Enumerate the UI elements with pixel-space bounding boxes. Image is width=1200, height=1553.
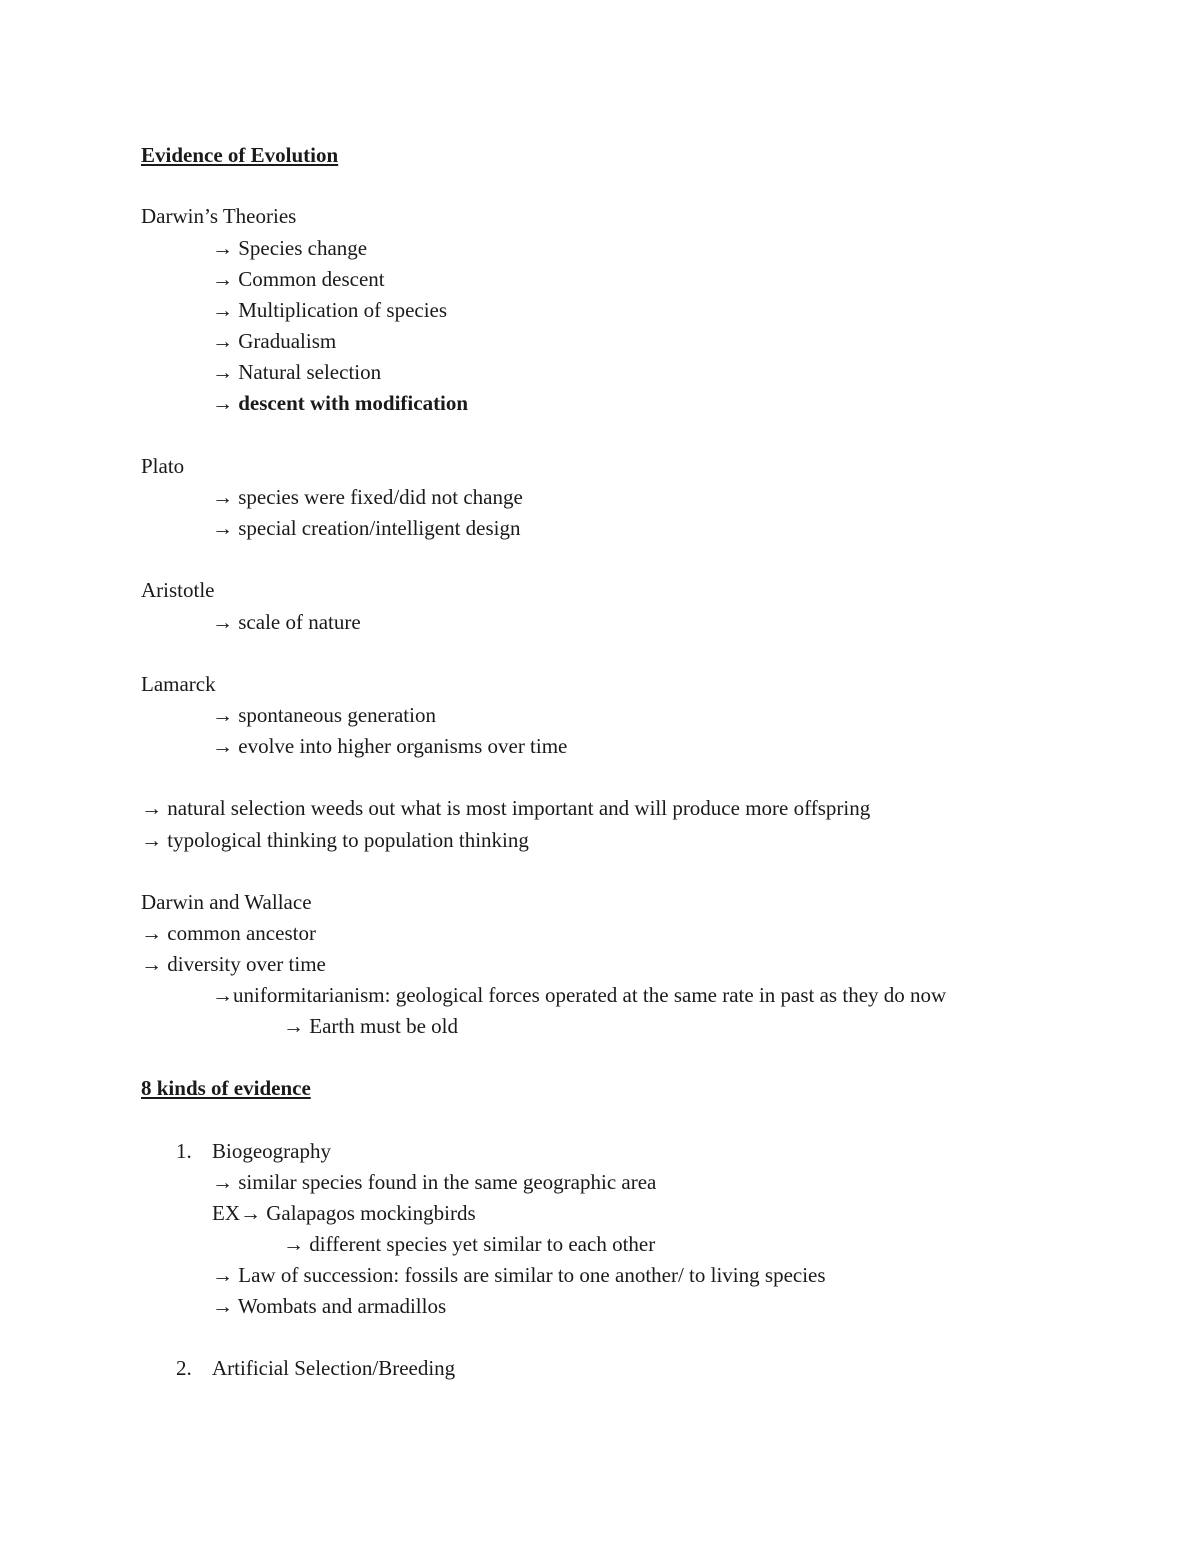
bullet-line: → Species change: [212, 236, 368, 260]
section-heading-lamarck: Lamarck: [141, 672, 216, 696]
bullet-line: → Law of succession: fossils are similar to one another/ to living species: [212, 1263, 826, 1287]
list-number: 2.: [176, 1356, 192, 1380]
bullet-line: → Natural selection: [212, 360, 382, 384]
section-heading-darwin-wallace: Darwin and Wallace: [141, 890, 312, 914]
bullet-line: → Gradualism: [212, 329, 337, 353]
bullet-line: → natural selection weeds out what is most important and will produce more offspring: [141, 796, 871, 820]
bullet-line: → similar species found in the same geographic area: [212, 1170, 657, 1194]
bullet-line: → different species yet similar to each other: [283, 1232, 656, 1256]
bullet-line: → diversity over time: [141, 952, 326, 976]
bullet-line: → Earth must be old: [283, 1014, 458, 1038]
section-heading-darwin: Darwin’s Theories: [141, 204, 297, 228]
bullet-line: → Multiplication of species: [212, 298, 448, 322]
bullet-line: → common ancestor: [141, 921, 316, 945]
bullet-line: → typological thinking to population thinking: [141, 828, 529, 852]
section-heading-plato: Plato: [141, 454, 185, 478]
bullet-line: EX→ Galapagos mockingbirds: [212, 1201, 476, 1225]
bullet-line: → spontaneous generation: [212, 703, 436, 727]
list-number: 1.: [176, 1139, 192, 1163]
list-item-label: Biogeography: [212, 1139, 331, 1163]
bullet-line: → scale of nature: [212, 610, 361, 634]
bullet-line: → Common descent: [212, 267, 385, 291]
bullet-line: → special creation/intelligent design: [212, 516, 521, 540]
list-item-label: Artificial Selection/Breeding: [212, 1356, 456, 1380]
bullet-line: →uniformitarianism: geological forces operated at the same rate in past as they do now: [212, 983, 947, 1007]
bullet-line: → Wombats and armadillos: [212, 1294, 447, 1318]
bullet-line: → evolve into higher organisms over time: [212, 734, 568, 758]
bullet-line: → species were fixed/did not change: [212, 485, 523, 509]
bullet-line-bold: → descent with modification: [212, 391, 469, 415]
document-title: Evidence of Evolution: [141, 143, 339, 167]
section-heading-evidence: 8 kinds of evidence: [141, 1076, 311, 1100]
section-heading-aristotle: Aristotle: [141, 578, 215, 602]
